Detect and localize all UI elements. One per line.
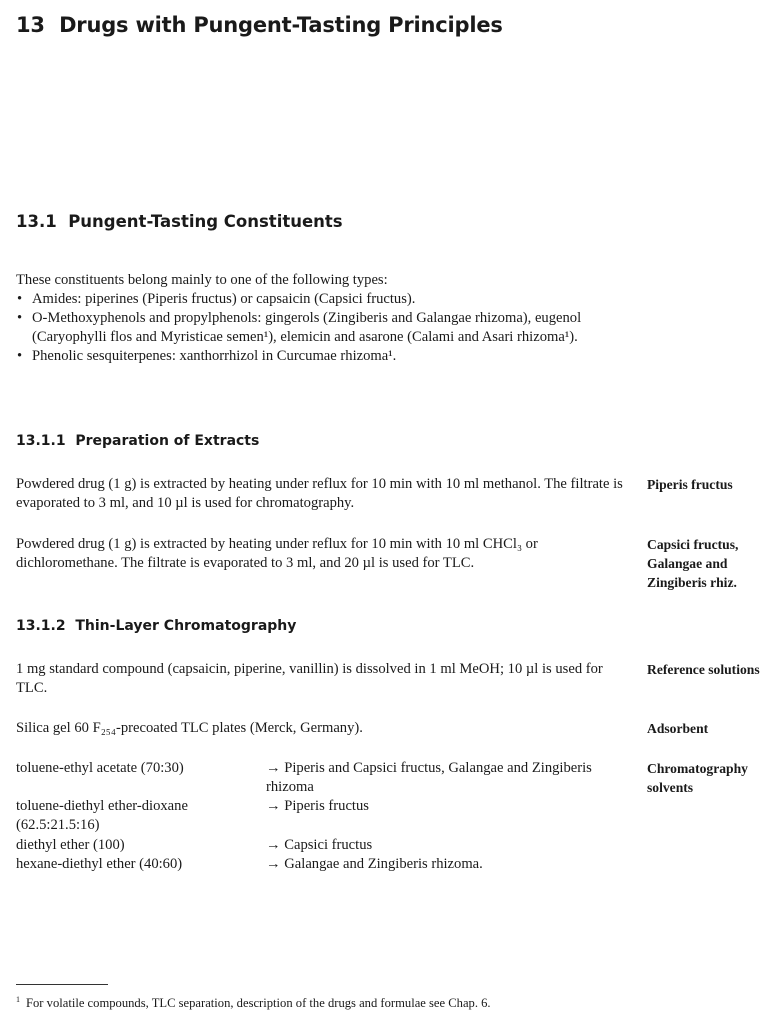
intro-block	[16, 271, 636, 366]
intro-lead: These constituents belong mainly to one of the following types:	[16, 272, 388, 288]
chapter-title-text: Drugs with Pungent-Tasting Principles	[59, 13, 503, 37]
solvent-target: → Capsici fructus	[266, 837, 373, 853]
footnote-rule	[16, 984, 108, 985]
adsorbent-paragraph: Silica gel 60 F₂₅₄-precoated TLC plates (Merck, Germany).	[16, 720, 363, 736]
subsection-title-text: Preparation of Extracts	[75, 433, 260, 449]
footnote	[16, 995, 491, 1011]
list-item: • O-Methoxyphenols and propylphenols: gingerols (Zingiberis and Galangae rhizoma), eugenol (Caryophylli flos and Myristicae semen¹), elemicin and asarone (Calami and Asari rhizoma¹).	[16, 309, 636, 347]
margin-note-capsici: Capsici fructus, Galangae and Zingiberis rhiz.	[647, 537, 739, 590]
section-number: 13.1	[16, 212, 57, 231]
margin-note-piperis: Piperis fructus	[647, 477, 733, 492]
solvent-system: toluene-diethyl ether-dioxane (62.5:21.5:16)	[16, 798, 188, 833]
section-title	[16, 212, 343, 231]
margin-note-solvents: Chromatography solvents	[647, 761, 748, 795]
constituent-types-list	[16, 290, 636, 366]
footnote-mark: 1	[16, 995, 20, 1004]
solvent-system: toluene-ethyl acetate (70:30)	[16, 760, 184, 776]
solvent-system: hexane-diethyl ether (40:60)	[16, 856, 183, 872]
chapter-title	[16, 13, 503, 37]
chapter-number: 13	[16, 13, 45, 37]
solvent-target: → Galangae and Zingiberis rhizoma.	[266, 856, 483, 872]
section-title-text: Pungent-Tasting Constituents	[68, 212, 343, 231]
subsection-number: 13.1.2	[16, 618, 66, 634]
subsection-title-tlc	[16, 618, 296, 634]
extract-paragraph-piperis: Powdered drug (1 g) is extracted by heating under reflux for 10 min with 10 ml methanol. The filtrate is evaporated to 3 ml, and 10 µl is used for chromatography.	[16, 476, 623, 511]
subsection-title-text: Thin-Layer Chromatography	[75, 618, 297, 634]
reference-solution-paragraph: 1 mg standard compound (capsaicin, piperine, vanillin) is dissolved in 1 ml MeOH; 10 µl is used for TLC.	[16, 661, 603, 696]
margin-note-reference: Reference solutions	[647, 662, 760, 677]
extract-paragraph-capsici: Powdered drug (1 g) is extracted by heating under reflux for 10 min with 10 ml CHCl₃ or dichloromethane. The filtrate is evaporated to 3 ml, and 20 µl is used for TLC.	[16, 536, 538, 571]
solvent-system: diethyl ether (100)	[16, 837, 125, 853]
subsection-number: 13.1.1	[16, 433, 66, 449]
subsection-title-extracts	[16, 433, 259, 449]
margin-note-adsorbent: Adsorbent	[647, 721, 709, 736]
solvent-target: → Piperis and Capsici fructus, Galangae and Zingiberis rhizoma	[266, 760, 592, 795]
footnote-text: For volatile compounds, TLC separation, description of the drugs and formulae see Chap. 6.	[26, 996, 491, 1011]
list-item: • Amides: piperines (Piperis fructus) or capsaicin (Capsici fructus).	[16, 290, 636, 309]
list-item: • Phenolic sesquiterpenes: xanthorrhizol in Curcumae rhizoma¹.	[16, 347, 636, 366]
solvent-target: → Piperis fructus	[266, 798, 369, 814]
